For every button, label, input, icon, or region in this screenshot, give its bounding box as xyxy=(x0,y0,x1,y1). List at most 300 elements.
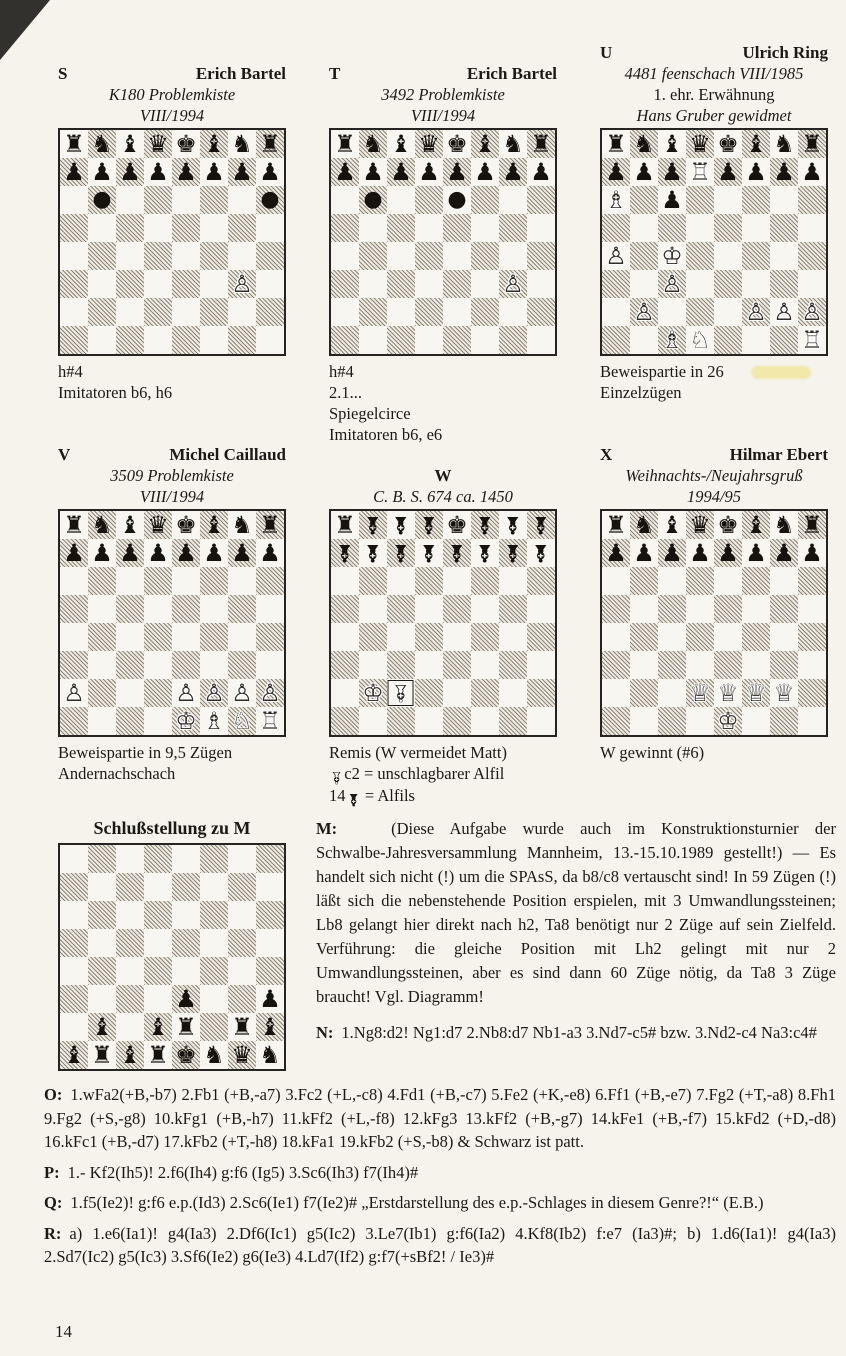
black-pawn-icon: ♟ xyxy=(717,539,739,567)
board-square xyxy=(714,679,742,707)
board-square xyxy=(116,595,144,623)
board-square xyxy=(798,567,826,595)
board-square xyxy=(88,270,116,298)
board-square xyxy=(798,623,826,651)
board-square xyxy=(499,214,527,242)
board-square xyxy=(387,270,415,298)
board-square xyxy=(602,567,630,595)
black-alfil-icon: ♝ xyxy=(502,511,524,539)
black-bishop-icon: ♝ xyxy=(474,130,496,158)
white-pawn-icon: ♙ xyxy=(801,298,823,326)
board-square xyxy=(256,901,284,929)
white-queen-icon: ♕ xyxy=(717,679,739,707)
board-square xyxy=(443,623,471,651)
board-square xyxy=(228,130,256,158)
board-square xyxy=(200,985,228,1013)
board-square xyxy=(144,595,172,623)
board-square xyxy=(714,186,742,214)
board-square xyxy=(742,242,770,270)
final-diagram-title: Schlußstellung zu M xyxy=(93,818,251,838)
board-square xyxy=(415,270,443,298)
board-square xyxy=(443,679,471,707)
black-rook-icon: ♜ xyxy=(63,511,85,539)
board-square xyxy=(415,567,443,595)
board-square xyxy=(172,158,200,186)
board-square xyxy=(228,186,256,214)
board-square xyxy=(770,158,798,186)
board-square xyxy=(88,539,116,567)
board-square xyxy=(714,242,742,270)
board-square xyxy=(742,651,770,679)
black-knight-icon: ♞ xyxy=(633,130,655,158)
board-square xyxy=(770,298,798,326)
black-pawn-icon: ♟ xyxy=(446,158,468,186)
white-pawn-icon: ♙ xyxy=(259,679,281,707)
black-knight-icon: ♞ xyxy=(91,130,113,158)
board-square xyxy=(88,901,116,929)
black-rook-icon: ♜ xyxy=(801,130,823,158)
board-square xyxy=(742,567,770,595)
board-square xyxy=(742,707,770,735)
black-bishop-icon: ♝ xyxy=(203,130,225,158)
board-square xyxy=(742,214,770,242)
board-square xyxy=(359,158,387,186)
black-pawn-icon: ♟ xyxy=(259,539,281,567)
board-square xyxy=(256,595,284,623)
problem-letter: U xyxy=(600,43,613,62)
board-square xyxy=(387,511,415,539)
chessboard-v xyxy=(58,509,286,737)
board-square xyxy=(60,511,88,539)
board-square xyxy=(499,539,527,567)
board-square xyxy=(602,214,630,242)
board-square xyxy=(686,623,714,651)
board-square xyxy=(387,707,415,735)
board-square xyxy=(770,511,798,539)
board-square xyxy=(602,651,630,679)
solution-q-text: 1.f5(Ie2)! g:f6 e.p.(Id3) 2.Sc6(Ie1) f7(Ie2)# „Erstdarstellung des e.p.-Schlages in diesem Genre?!“ (E.B.) xyxy=(70,1193,764,1212)
board-square xyxy=(228,242,256,270)
board-square xyxy=(602,270,630,298)
board-square xyxy=(256,1013,284,1041)
board-square xyxy=(116,158,144,186)
board-square xyxy=(60,845,88,873)
black-king-icon: ♚ xyxy=(175,130,197,158)
board-square xyxy=(172,623,200,651)
board-square xyxy=(116,1013,144,1041)
board-square xyxy=(60,186,88,214)
problem-letter: S xyxy=(58,64,68,83)
problem-source: 4481 feenschach VIII/1985 1. ehr. Erwähnung Hans Gruber gewidmet xyxy=(624,64,804,125)
board-square xyxy=(798,298,826,326)
board-square xyxy=(686,679,714,707)
board-square xyxy=(200,873,228,901)
board-square xyxy=(116,873,144,901)
board-square xyxy=(144,130,172,158)
black-knight-icon: ♞ xyxy=(231,130,253,158)
board-square xyxy=(602,707,630,735)
board-square xyxy=(200,242,228,270)
white-queen-icon: ♕ xyxy=(689,679,711,707)
board-square xyxy=(630,186,658,214)
white-pawn-icon: ♙ xyxy=(745,298,767,326)
black-bishop-icon: ♝ xyxy=(63,1041,85,1069)
board-square xyxy=(88,595,116,623)
board-square xyxy=(499,679,527,707)
black-pawn-icon: ♟ xyxy=(175,985,197,1013)
board-square xyxy=(798,651,826,679)
imitator-icon: ● xyxy=(447,187,467,212)
board-square xyxy=(228,1041,256,1069)
white-king-icon: ♔ xyxy=(661,242,683,270)
board-square xyxy=(144,901,172,929)
board-square xyxy=(630,242,658,270)
board-square xyxy=(60,1041,88,1069)
black-king-icon: ♚ xyxy=(446,511,468,539)
problem-source: Weihnachts-/Neujahrsgruß 1994/95 xyxy=(625,466,803,506)
black-pawn-icon: ♟ xyxy=(773,539,795,567)
board-square xyxy=(60,298,88,326)
black-rook-icon: ♜ xyxy=(259,511,281,539)
board-square xyxy=(658,158,686,186)
board-square xyxy=(256,679,284,707)
board-square xyxy=(499,595,527,623)
board-square xyxy=(471,511,499,539)
board-square xyxy=(172,679,200,707)
board-square xyxy=(658,130,686,158)
board-square xyxy=(387,242,415,270)
board-square xyxy=(527,186,555,214)
board-square xyxy=(359,707,387,735)
black-rook-icon: ♜ xyxy=(605,130,627,158)
white-pawn-icon: ♙ xyxy=(231,679,253,707)
board-square xyxy=(88,186,116,214)
black-pawn-icon: ♟ xyxy=(231,539,253,567)
black-bishop-icon: ♝ xyxy=(259,1013,281,1041)
board-square xyxy=(770,214,798,242)
board-square xyxy=(200,1041,228,1069)
board-square xyxy=(60,873,88,901)
board-square xyxy=(88,214,116,242)
board-square xyxy=(60,270,88,298)
board-square xyxy=(471,158,499,186)
board-square xyxy=(686,539,714,567)
board-square xyxy=(527,511,555,539)
solution-o-text: 1.wFa2(+B,-b7) 2.Fb1 (+B,-a7) 3.Fc2 (+L,-c8) 4.Fd1 (+B,-c7) 5.Fe2 (+K,-e8) 6.Ff1 (+B,-e7) 7.Fg2 (+T,-a8) 8.Fh1 9.Fg2 (+S,-g8) 10.kFg1 (+B,-h7) 11.kFf2 (+L,-f8) 12.kFg3 13.kFf2 (+B,-g7) 14.kFe1 (+B,-f7) 15.kFd2 (+D,-d8) 16.kFc1 (+B,-d7) 17.kFb2 (+T,-h8) 18.kFa1 19.kFb2 (+S,-b8) & Schwarz ist patt. xyxy=(44,1085,836,1151)
board-square xyxy=(172,595,200,623)
board-square xyxy=(60,623,88,651)
board-square xyxy=(228,873,256,901)
board-square xyxy=(172,242,200,270)
board-square xyxy=(527,242,555,270)
chessboard-u xyxy=(600,128,828,356)
board-square xyxy=(443,707,471,735)
black-pawn-icon: ♟ xyxy=(661,539,683,567)
page-number: 14 xyxy=(55,1322,72,1341)
black-knight-icon: ♞ xyxy=(633,511,655,539)
black-knight-icon: ♞ xyxy=(773,130,795,158)
board-square xyxy=(116,567,144,595)
white-pawn-icon: ♙ xyxy=(203,679,225,707)
board-square xyxy=(359,567,387,595)
board-square xyxy=(228,511,256,539)
board-square xyxy=(770,707,798,735)
board-square xyxy=(499,242,527,270)
board-square xyxy=(60,326,88,354)
board-square xyxy=(602,539,630,567)
board-square xyxy=(359,539,387,567)
board-square xyxy=(116,270,144,298)
board-square xyxy=(359,326,387,354)
board-square xyxy=(331,298,359,326)
board-square xyxy=(256,623,284,651)
board-square xyxy=(256,270,284,298)
board-square xyxy=(686,298,714,326)
board-square xyxy=(742,270,770,298)
problem-source: 3492 Problemkiste VIII/1994 xyxy=(381,85,505,125)
board-square xyxy=(499,651,527,679)
board-square xyxy=(228,298,256,326)
black-pawn-icon: ♟ xyxy=(203,539,225,567)
board-square xyxy=(798,242,826,270)
board-square xyxy=(144,707,172,735)
problem-letter: W xyxy=(434,466,452,485)
black-bishop-icon: ♝ xyxy=(119,130,141,158)
board-square xyxy=(144,957,172,985)
board-square xyxy=(331,679,359,707)
black-queen-icon: ♛ xyxy=(231,1041,253,1069)
board-square xyxy=(359,511,387,539)
solution-r xyxy=(44,1222,836,1269)
board-square xyxy=(602,130,630,158)
black-queen-icon: ♛ xyxy=(418,130,440,158)
board-square xyxy=(387,567,415,595)
board-square xyxy=(88,242,116,270)
problem-card-u xyxy=(600,40,828,445)
black-rook-icon: ♜ xyxy=(605,511,627,539)
board-square xyxy=(88,707,116,735)
black-alfil-icon: ♝ xyxy=(362,511,384,539)
board-square xyxy=(658,326,686,354)
board-square xyxy=(359,242,387,270)
board-square xyxy=(602,242,630,270)
black-queen-icon: ♛ xyxy=(147,511,169,539)
board-square xyxy=(256,242,284,270)
board-square xyxy=(228,1013,256,1041)
board-square xyxy=(88,511,116,539)
black-rook-icon: ♜ xyxy=(231,1013,253,1041)
board-square xyxy=(742,595,770,623)
chessboard-x xyxy=(600,509,828,737)
white-pawn-icon: ♙ xyxy=(231,270,253,298)
black-pawn-icon: ♟ xyxy=(605,539,627,567)
black-pawn-icon: ♟ xyxy=(175,158,197,186)
board-square xyxy=(88,158,116,186)
board-square xyxy=(602,326,630,354)
black-pawn-icon: ♟ xyxy=(390,158,412,186)
board-square xyxy=(742,158,770,186)
notes-column xyxy=(316,817,836,1071)
solutions-block xyxy=(44,1083,836,1269)
board-square xyxy=(116,326,144,354)
board-square xyxy=(60,679,88,707)
black-alfil-icon: ♝ xyxy=(530,539,552,567)
black-pawn-icon: ♟ xyxy=(362,158,384,186)
black-rook-icon: ♜ xyxy=(334,130,356,158)
problem-card-s xyxy=(58,40,286,445)
note-m-text: (Diese Aufgabe wurde auch im Konstruktionsturnier der Schwalbe-Jahresversammlung Mannheim, 13.-15.10.1989 gestellt!) — Es handelt sich nicht (!) um die SPAsS, da b8/c8 vertauscht sind! In 59 Zügen (!) läßt sich die nebenstehende Position erspielen, mit 3 Umwandlungssteinen; Lb8 gelangt hier direkt nach h2, Ta8 benötigt nur 2 Züge auf sein Zielfeld. Verführung: die gleiche Position mit Lh2 gelingt mit nur 2 Umwandlungssteinen, aber es sind dann 60 Züge nötig, da Ta8 3 Züge braucht! Vgl. Diagramm! xyxy=(316,819,836,1006)
board-square xyxy=(443,186,471,214)
black-pawn-icon: ♟ xyxy=(119,158,141,186)
board-square xyxy=(88,298,116,326)
board-square xyxy=(443,298,471,326)
highlighter-smudge xyxy=(751,366,811,379)
black-pawn-icon: ♟ xyxy=(147,539,169,567)
board-square xyxy=(88,1013,116,1041)
black-pawn-icon: ♟ xyxy=(418,158,440,186)
board-square xyxy=(200,623,228,651)
board-square xyxy=(200,186,228,214)
board-square xyxy=(686,214,714,242)
board-square xyxy=(88,651,116,679)
board-square xyxy=(256,130,284,158)
board-square xyxy=(443,214,471,242)
board-square xyxy=(471,623,499,651)
board-square xyxy=(742,511,770,539)
black-pawn-icon: ♟ xyxy=(633,539,655,567)
board-square xyxy=(144,679,172,707)
board-square xyxy=(256,957,284,985)
board-square xyxy=(714,326,742,354)
black-rook-icon: ♜ xyxy=(334,511,356,539)
problem-letter: T xyxy=(329,64,341,83)
board-square xyxy=(144,326,172,354)
board-square xyxy=(60,595,88,623)
board-square xyxy=(116,985,144,1013)
board-square xyxy=(116,623,144,651)
solution-o-label: O: xyxy=(44,1085,63,1104)
board-square xyxy=(359,298,387,326)
board-square xyxy=(172,539,200,567)
board-square xyxy=(228,929,256,957)
board-square xyxy=(144,651,172,679)
board-square xyxy=(602,186,630,214)
black-pawn-icon: ♟ xyxy=(530,158,552,186)
board-square xyxy=(144,1013,172,1041)
black-alfil-icon: ♝ xyxy=(390,539,412,567)
board-square xyxy=(172,270,200,298)
board-square xyxy=(527,326,555,354)
board-square xyxy=(527,158,555,186)
board-square xyxy=(686,130,714,158)
board-square xyxy=(172,985,200,1013)
black-king-icon: ♚ xyxy=(717,511,739,539)
black-alfil-icon: ♝ xyxy=(418,539,440,567)
board-square xyxy=(658,186,686,214)
board-square xyxy=(172,186,200,214)
board-square xyxy=(144,242,172,270)
black-bishop-icon: ♝ xyxy=(203,511,225,539)
board-square xyxy=(630,298,658,326)
black-rook-icon: ♜ xyxy=(259,130,281,158)
black-bishop-icon: ♝ xyxy=(147,1013,169,1041)
black-queen-icon: ♛ xyxy=(689,130,711,158)
board-square xyxy=(116,845,144,873)
black-bishop-icon: ♝ xyxy=(91,1013,113,1041)
board-square xyxy=(602,623,630,651)
black-queen-icon: ♛ xyxy=(147,130,169,158)
problem-letter: V xyxy=(58,445,71,464)
board-square xyxy=(172,707,200,735)
board-square xyxy=(499,567,527,595)
black-bishop-icon: ♝ xyxy=(390,130,412,158)
black-pawn-icon: ♟ xyxy=(745,158,767,186)
board-square xyxy=(359,270,387,298)
board-square xyxy=(415,130,443,158)
board-square xyxy=(471,214,499,242)
board-square xyxy=(527,539,555,567)
board-square xyxy=(770,326,798,354)
black-pawn-icon: ♟ xyxy=(147,158,169,186)
board-square xyxy=(527,651,555,679)
black-alfil-icon: ♝ xyxy=(334,539,356,567)
black-pawn-icon: ♟ xyxy=(717,158,739,186)
board-square xyxy=(200,326,228,354)
board-square xyxy=(60,957,88,985)
black-pawn-icon: ♟ xyxy=(63,539,85,567)
problem-header xyxy=(58,40,286,126)
solution-q-label: Q: xyxy=(44,1193,63,1212)
board-square xyxy=(256,873,284,901)
board-square xyxy=(228,707,256,735)
board-square xyxy=(686,326,714,354)
board-square xyxy=(200,298,228,326)
board-square xyxy=(116,130,144,158)
white-queen-icon: ♕ xyxy=(773,679,795,707)
board-square xyxy=(116,539,144,567)
board-square xyxy=(116,214,144,242)
black-pawn-icon: ♟ xyxy=(801,158,823,186)
board-square xyxy=(200,679,228,707)
board-square xyxy=(630,707,658,735)
board-square xyxy=(630,326,658,354)
black-bishop-icon: ♝ xyxy=(119,1041,141,1069)
board-square xyxy=(471,539,499,567)
black-pawn-icon: ♟ xyxy=(334,158,356,186)
board-square xyxy=(415,651,443,679)
white-bishop-icon: ♗ xyxy=(605,186,627,214)
board-square xyxy=(443,651,471,679)
white-pawn-icon: ♙ xyxy=(63,679,85,707)
board-square xyxy=(714,567,742,595)
board-square xyxy=(770,242,798,270)
board-square xyxy=(415,539,443,567)
board-square xyxy=(630,158,658,186)
board-square xyxy=(742,298,770,326)
problem-author: Hilmar Ebert xyxy=(729,445,828,464)
white-king-icon: ♔ xyxy=(717,707,739,735)
board-square xyxy=(172,326,200,354)
board-square xyxy=(200,651,228,679)
board-square xyxy=(172,1041,200,1069)
problem-header xyxy=(58,445,286,507)
board-square xyxy=(144,873,172,901)
board-square xyxy=(88,985,116,1013)
board-square xyxy=(714,511,742,539)
board-square xyxy=(415,623,443,651)
board-square xyxy=(228,679,256,707)
board-square xyxy=(443,567,471,595)
